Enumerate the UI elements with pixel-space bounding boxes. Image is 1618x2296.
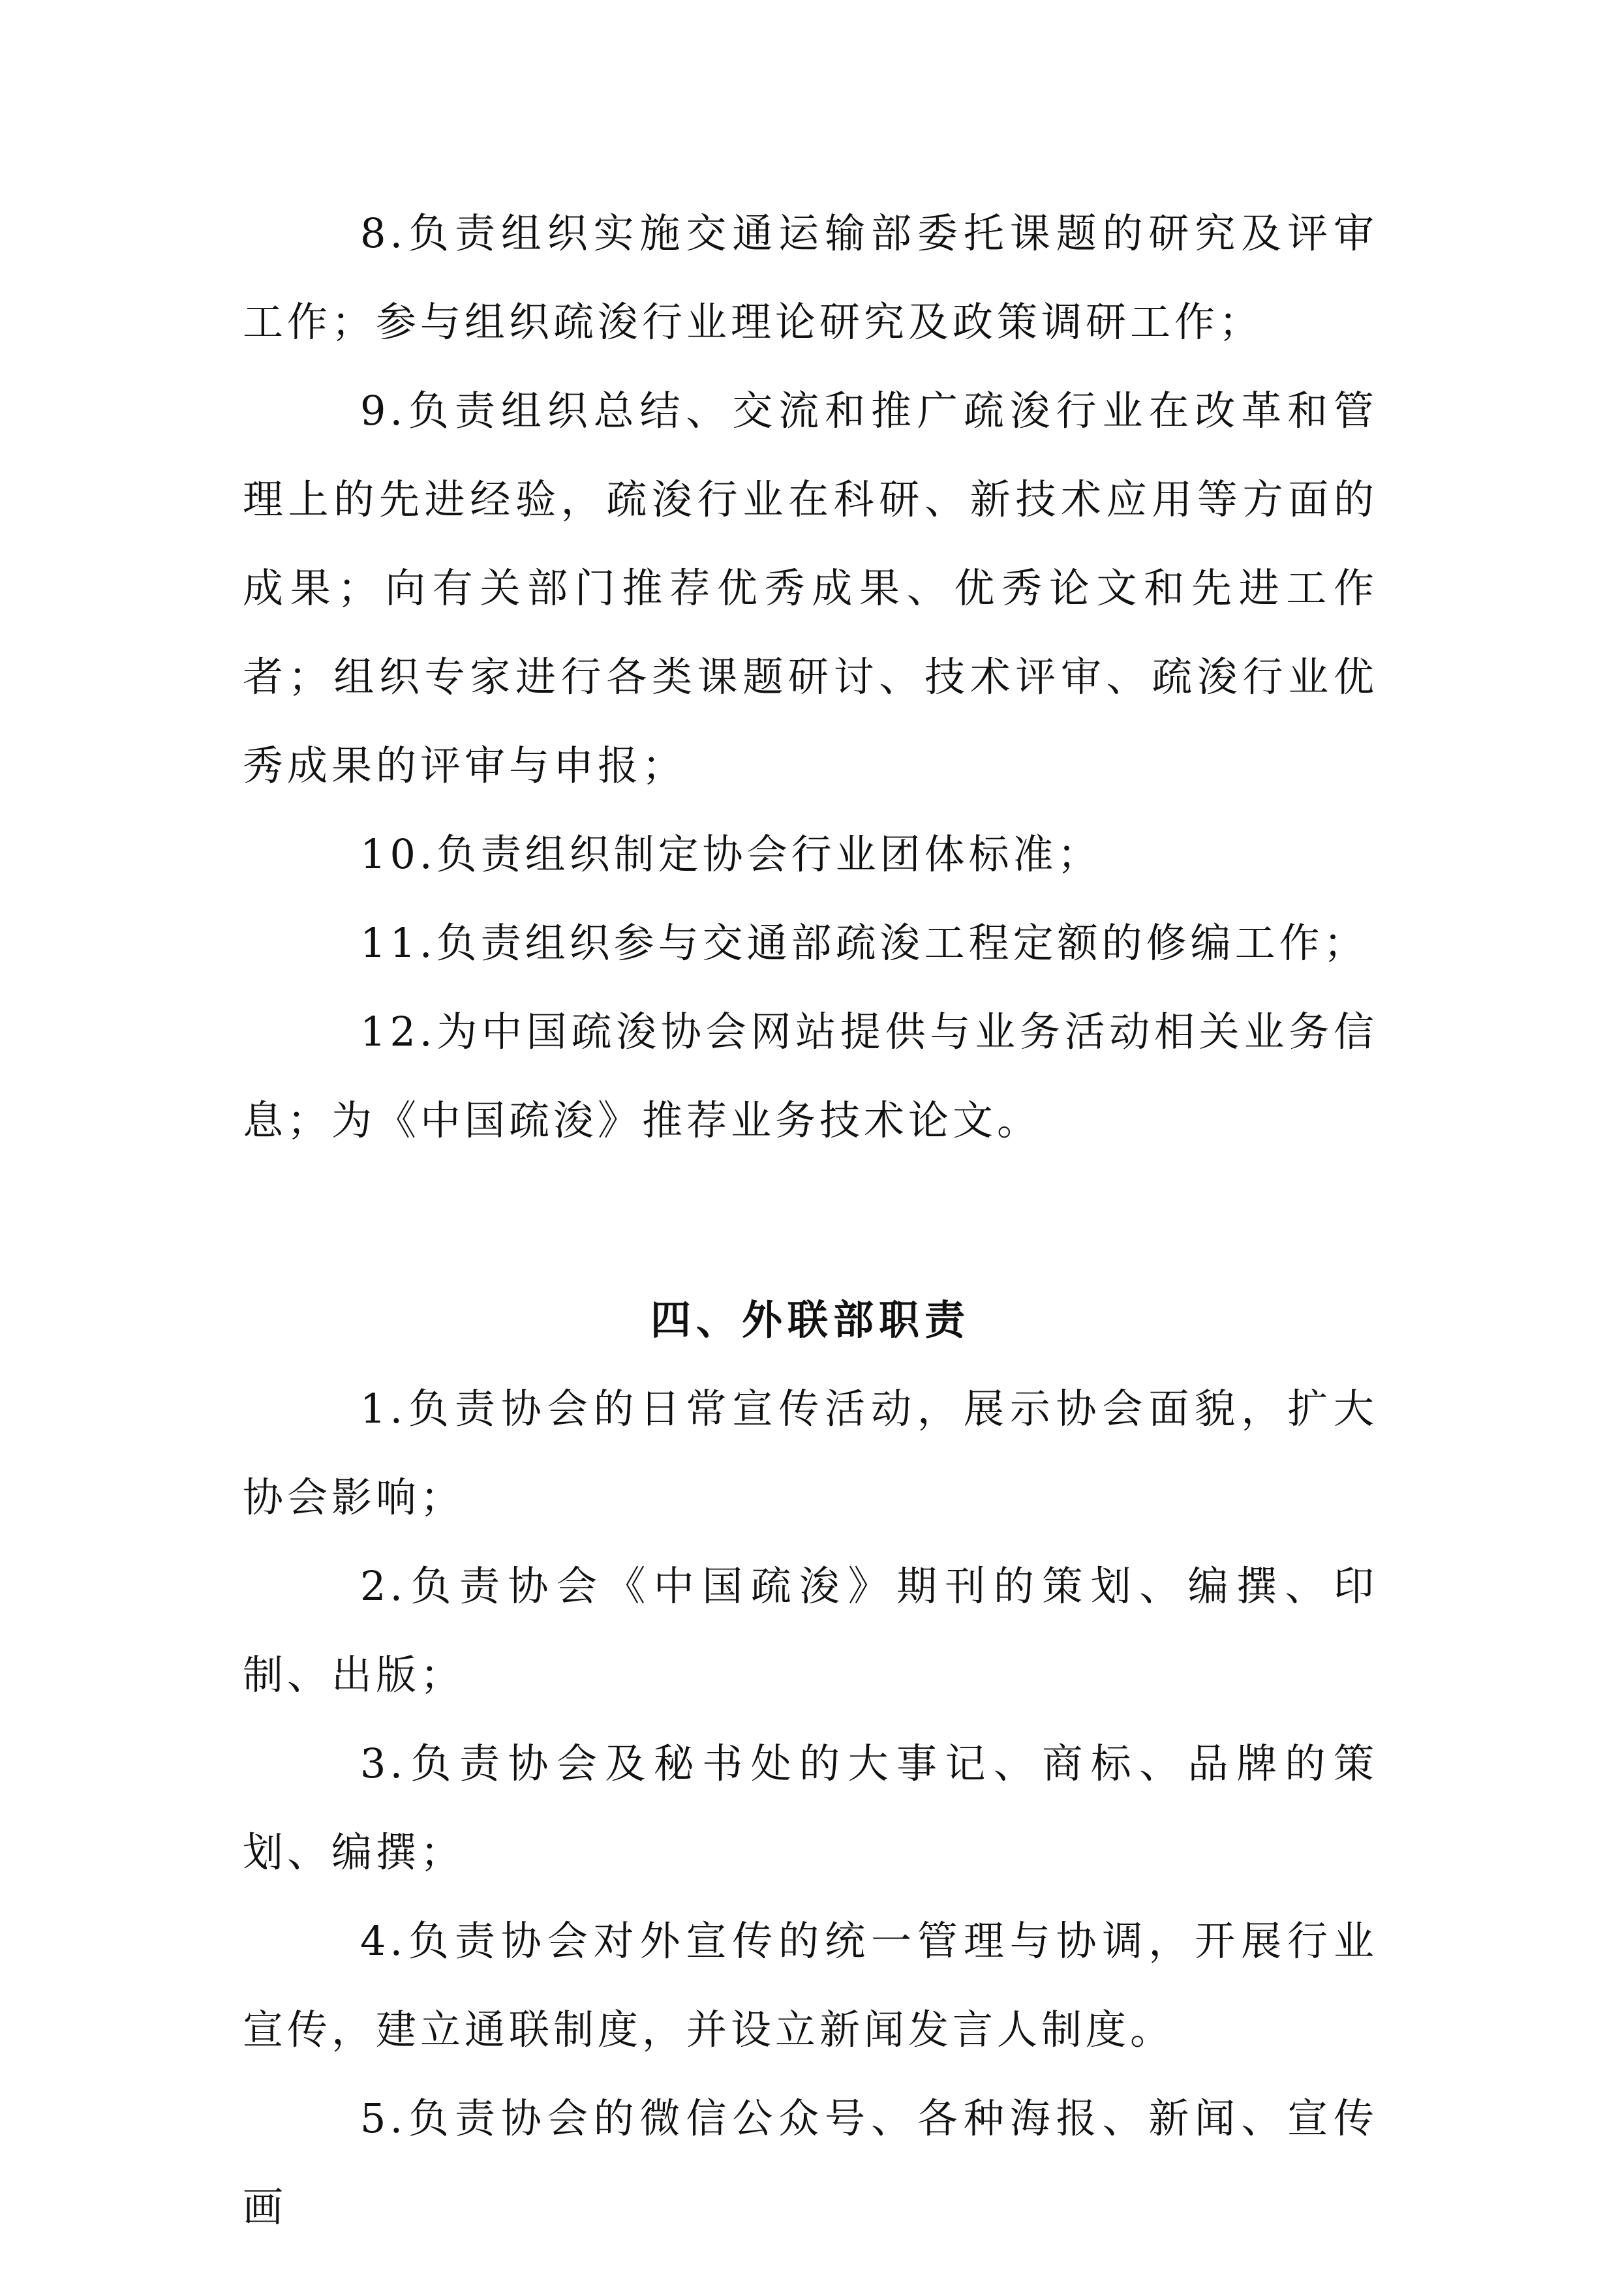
paragraph-item-4: 4.负责协会对外宣传的统一管理与协调，开展行业宣传，建立通联制度，并设立新闻发言人制度。 — [243, 1917, 1378, 2053]
paragraph-item-8: 8.负责组织实施交通运输部委托课题的研究及评审工作；参与组织疏浚行业理论研究及政策调研工作； — [243, 209, 1378, 346]
paragraph-item-10: 10.负责组织制定协会行业团体标准； — [360, 830, 1102, 878]
paragraph-item-12: 12.为中国疏浚协会网站提供与业务活动相关业务信息；为《中国疏浚》推荐业务技术论文。 — [243, 1008, 1378, 1144]
paragraph-item-11: 11.负责组织参与交通部疏浚工程定额的修编工作； — [360, 919, 1368, 967]
paragraph-item-5: 5.负责协会的微信公众号、各种海报、新闻、宣传画 — [243, 2094, 1378, 2231]
paragraph-item-1: 1.负责协会的日常宣传活动，展示协会面貌，扩大协会影响； — [243, 1385, 1378, 1521]
document-body — [243, 189, 1378, 2252]
paragraph-item-9: 9.负责组织总结、交流和推广疏浚行业在改革和管理上的先进经验，疏浚行业在科研、新技术应用等方面的成果；向有关部门推荐优秀成果、优秀论文和先进工作者；组织专家进行各类课题研讨、技术评审、疏浚行业优秀成果的评审与申报； — [243, 387, 1378, 789]
section-heading: 四、外联部职责 — [650, 1296, 970, 1344]
section-spacer — [243, 1165, 1378, 1276]
paragraph-item-2: 2.负责协会《中国疏浚》期刊的策划、编撰、印制、出版； — [243, 1562, 1378, 1699]
paragraph-item-3: 3.负责协会及秘书处的大事记、商标、品牌的策划、编撰； — [243, 1740, 1378, 1876]
